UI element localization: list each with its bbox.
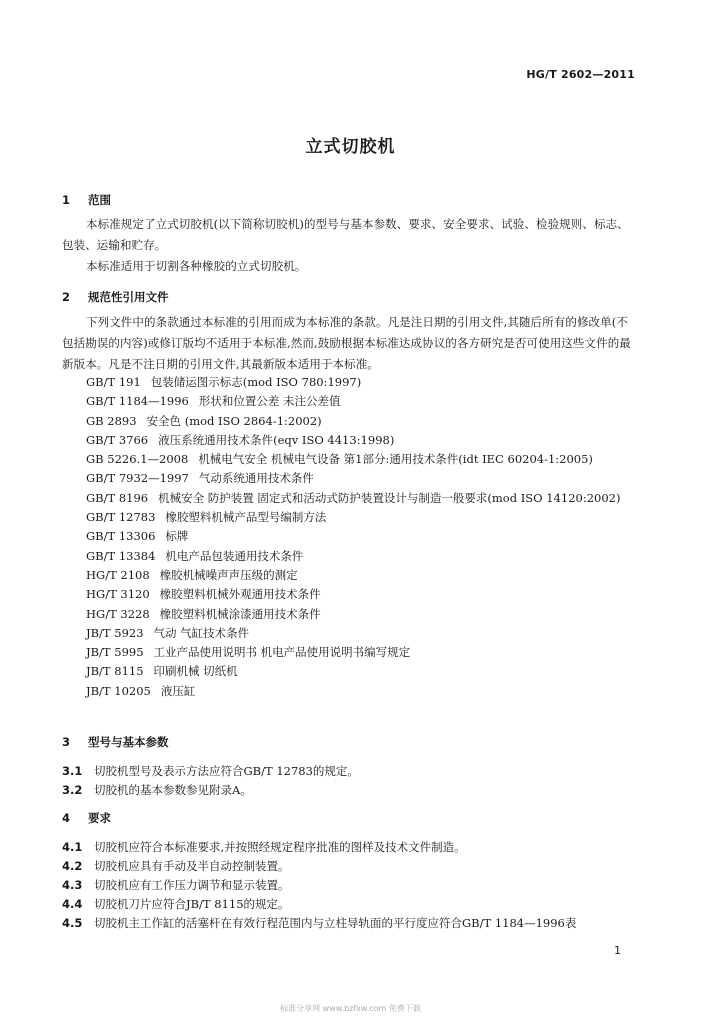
- reference-code: HG/T 2108: [86, 567, 150, 582]
- reference-code: GB/T 13384: [86, 548, 156, 563]
- standard-code: HG/T 2602—2011: [526, 68, 635, 81]
- clause-4-3: [62, 878, 290, 892]
- reference-title: 液压缸: [160, 683, 196, 698]
- reference-item: [62, 469, 642, 488]
- reference-title: 气动 气缸技术条件: [153, 625, 250, 640]
- clause-text: 切胶机应有工作压力调节和显示装置。: [94, 878, 290, 892]
- reference-title: 安全色 (mod ISO 2864-1:2002): [146, 413, 322, 428]
- reference-code: JB/T 5923: [86, 625, 144, 640]
- section-3-number: 3: [62, 735, 71, 749]
- clause-text: 切胶机主工作缸的活塞杆在有效行程范围内与立柱导轨面的平行度应符合GB/T 1184—1996表: [94, 916, 577, 930]
- section-4-number: 4: [62, 811, 71, 825]
- reference-code: GB/T 191: [86, 375, 141, 389]
- clause-4-5: [62, 916, 576, 930]
- section-2-number: 2: [62, 290, 71, 304]
- reference-code: GB/T 3766: [86, 432, 149, 447]
- reference-item: [62, 643, 642, 662]
- section-1-title: 范围: [88, 193, 111, 207]
- reference-item: [62, 605, 642, 624]
- section-3-title: 型号与基本参数: [88, 735, 169, 749]
- reference-item: [62, 527, 642, 546]
- section-1-paragraph-1: 本标准规定了立式切胶机(以下简称切胶机)的型号与基本参数、要求、安全要求、试验、检验规则、标志、包装、运输和贮存。: [62, 217, 629, 252]
- reference-item: [62, 450, 642, 469]
- reference-title: 形状和位置公差 未注公差值: [198, 394, 341, 409]
- clause-number: 4.1: [62, 840, 83, 854]
- section-2-heading: [62, 290, 169, 304]
- reference-item: [62, 392, 642, 411]
- reference-title: 橡胶塑料机械外观通用技术条件: [159, 587, 321, 602]
- section-4-heading: [62, 811, 111, 825]
- reference-list: [62, 373, 642, 701]
- reference-code: HG/T 3228: [86, 606, 150, 621]
- reference-code: JB/T 8115: [86, 664, 144, 679]
- section-3-heading: [62, 735, 169, 749]
- reference-item: [62, 547, 642, 566]
- watermark-text: 标准分享网 www.bzfxw.com 免费下载: [280, 1004, 421, 1013]
- section-1-number: 1: [62, 193, 71, 207]
- reference-code: GB 5226.1—2008: [86, 452, 189, 467]
- reference-code: GB/T 1184—1996: [86, 394, 189, 409]
- clause-number: 3.2: [62, 783, 83, 797]
- reference-title: 气动系统通用技术条件: [198, 471, 314, 486]
- reference-item: [62, 585, 642, 604]
- section-2-title: 规范性引用文件: [88, 290, 169, 304]
- section-1-heading: [62, 193, 111, 207]
- reference-title: 工业产品使用说明书 机电产品使用说明书编写规定: [153, 645, 411, 660]
- reference-item: [62, 431, 642, 450]
- clause-number: 4.5: [62, 916, 83, 930]
- reference-title: 橡胶塑料机械涂漆通用技术条件: [159, 606, 321, 621]
- reference-title: 液压系统通用技术条件(eqv ISO 4413:1998): [158, 432, 395, 447]
- reference-code: GB/T 7932—1997: [86, 471, 189, 486]
- clause-4-4: [62, 897, 290, 911]
- reference-title: 机电产品包装通用技术条件: [165, 548, 304, 563]
- reference-code: GB/T 12783: [86, 510, 156, 525]
- reference-code: GB 2893: [86, 413, 137, 428]
- reference-item: [62, 373, 642, 392]
- section-4-title: 要求: [88, 811, 111, 825]
- clause-3-1: [62, 764, 359, 778]
- reference-item: [62, 508, 642, 527]
- reference-title: 机械安全 防护装置 固定式和活动式防护装置设计与制造一般要求(mod ISO 14120:2002): [158, 490, 621, 505]
- reference-item: [62, 662, 642, 681]
- clause-text: 切胶机的基本参数参见附录A。: [94, 783, 252, 797]
- clause-4-1: [62, 840, 466, 854]
- reference-code: GB/T 8196: [86, 490, 149, 505]
- clause-number: 4.4: [62, 897, 83, 911]
- reference-title: 标牌: [165, 529, 189, 544]
- section-1-paragraph-2: 本标准适用于切割各种橡胶的立式切胶机。: [86, 259, 307, 273]
- reference-code: HG/T 3120: [86, 587, 150, 602]
- reference-item: [62, 682, 642, 701]
- section-2-intro: 下列文件中的条款通过本标准的引用而成为本标准的条款。凡是注日期的引用文件,其随后所有的修改单(不包括勘误的内容)或修订版均不适用于本标准,然而,鼓励根据本标准达成协议的各方研究是否可使用这些文件的最新版本。凡是不注日期的引用文件,其最新版本适用于本标准。: [62, 315, 631, 371]
- clause-number: 3.1: [62, 764, 83, 778]
- reference-title: 包装储运图示标志(mod ISO 780:1997): [150, 375, 362, 389]
- clause-number: 4.3: [62, 878, 83, 892]
- clause-text: 切胶机刀片应符合JB/T 8115的规定。: [94, 897, 290, 911]
- reference-item: [62, 566, 642, 585]
- document-title: 立式切胶机: [305, 137, 396, 157]
- reference-code: JB/T 5995: [86, 645, 144, 660]
- reference-title: 橡胶机械噪声声压级的测定: [159, 567, 298, 582]
- clause-3-2: [62, 783, 252, 797]
- clause-text: 切胶机应具有手动及半自动控制装置。: [94, 859, 290, 873]
- reference-title: 机械电气安全 机械电气设备 第1部分:通用技术条件(idt IEC 60204-1:2005): [198, 452, 593, 467]
- clause-text: 切胶机型号及表示方法应符合GB/T 12783的规定。: [94, 764, 359, 778]
- reference-title: 印刷机械 切纸机: [153, 664, 238, 679]
- page-number: 1: [614, 944, 621, 957]
- reference-item: [62, 489, 642, 508]
- clause-text: 切胶机应符合本标准要求,并按照经规定程序批准的图样及技术文件制造。: [94, 840, 466, 854]
- reference-title: 橡胶塑料机械产品型号编制方法: [165, 510, 327, 525]
- reference-item: [62, 412, 642, 431]
- reference-item: [62, 624, 642, 643]
- clause-number: 4.2: [62, 859, 83, 873]
- clause-4-2: [62, 859, 290, 873]
- reference-code: JB/T 10205: [86, 683, 151, 698]
- reference-code: GB/T 13306: [86, 529, 156, 544]
